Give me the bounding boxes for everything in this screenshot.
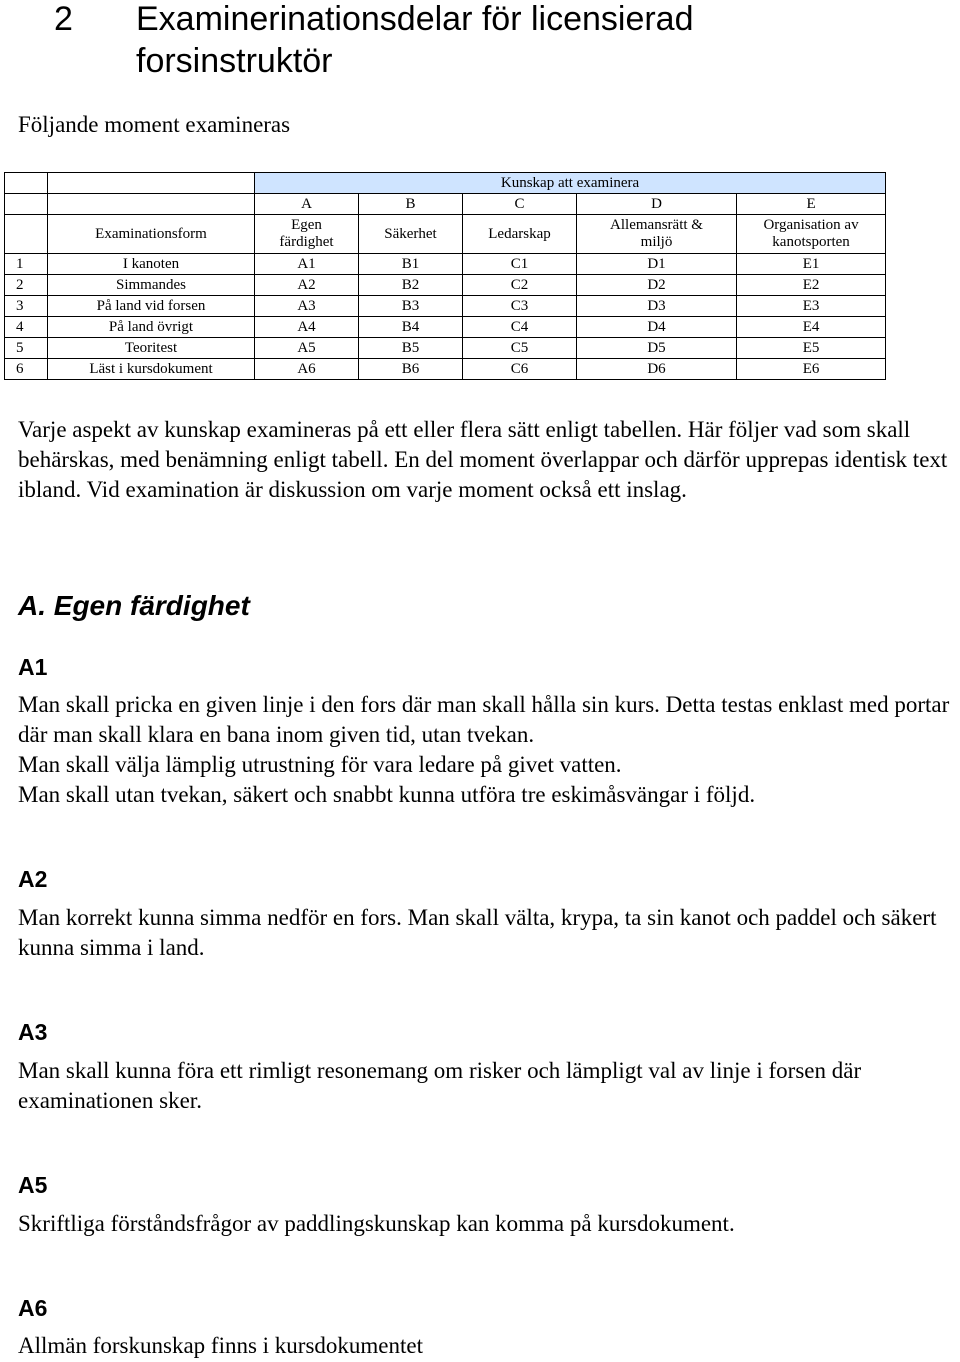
table-cell: B1 <box>359 254 463 275</box>
table-cell: A4 <box>255 317 359 338</box>
item-code: A6 <box>18 1295 48 1321</box>
table-cell: C2 <box>463 275 577 296</box>
row-number: 4 <box>5 317 48 338</box>
row-number: 3 <box>5 296 48 317</box>
explanation-paragraph: Varje aspekt av kunskap examineras på ett eller flera sätt enligt tabellen. Här följer vad som skall behärskas, med benämning enligt tabell. En del moment överlappar och därför upprepas identisk text ibland. Vid examination är diskussion om varje moment också ett inslag. <box>18 417 948 502</box>
item-text: Allmän forskunskap finns i kursdokumentet <box>18 1333 424 1358</box>
table-cell: C1 <box>463 254 577 275</box>
table-row <box>5 296 886 317</box>
category-header: Säkerhet <box>359 215 463 254</box>
table-cell: B4 <box>359 317 463 338</box>
item-code: A2 <box>18 866 48 892</box>
table-cell: C5 <box>463 338 577 359</box>
column-letter: E <box>737 194 886 215</box>
category-header: Ledarskap <box>463 215 577 254</box>
table-cell: C4 <box>463 317 577 338</box>
category-label: Egen färdighet <box>279 217 334 250</box>
table-cell: D1 <box>577 254 737 275</box>
table-cell: D5 <box>577 338 737 359</box>
table-cell: B2 <box>359 275 463 296</box>
table-cell: E2 <box>737 275 886 296</box>
table-cell: E1 <box>737 254 886 275</box>
item-text: Man skall pricka en given linje i den fors där man skall hålla sin kurs. Detta testas enklast med portar där man skall klara en bana inom given tid, utan tvekan. <box>18 692 950 747</box>
table-cell-empty <box>5 215 48 254</box>
row-number: 1 <box>5 254 48 275</box>
table-cell: A3 <box>255 296 359 317</box>
table-letter-row <box>5 194 886 215</box>
item-code: A5 <box>18 1172 48 1198</box>
section-number: 2 <box>54 0 73 38</box>
table-cell: A5 <box>255 338 359 359</box>
column-letter: B <box>359 194 463 215</box>
row-number: 6 <box>5 359 48 380</box>
table-cell: A6 <box>255 359 359 380</box>
column-letter: D <box>577 194 737 215</box>
table-group-header-row <box>5 173 886 194</box>
row-number: 2 <box>5 275 48 296</box>
group-header: Kunskap att examinera <box>255 173 886 194</box>
table-cell-empty <box>48 173 255 194</box>
category-header <box>255 215 359 254</box>
row-form: Teoritest <box>48 338 255 359</box>
table-cell: E5 <box>737 338 886 359</box>
category-label: Allemansrätt & miljö <box>610 217 703 250</box>
column-letter: A <box>255 194 359 215</box>
row-number: 5 <box>5 338 48 359</box>
table-cell-empty <box>48 194 255 215</box>
table-cell: A1 <box>255 254 359 275</box>
category-label: Organisation av kanotsporten <box>763 217 859 250</box>
table-cell: B6 <box>359 359 463 380</box>
table-cell: E4 <box>737 317 886 338</box>
item-text: Man skall välja lämplig utrustning för vara ledare på givet vatten. <box>18 752 622 777</box>
table-row <box>5 359 886 380</box>
row-form: I kanoten <box>48 254 255 275</box>
section-a-title: A. Egen färdighet <box>18 590 250 621</box>
table-cell: D2 <box>577 275 737 296</box>
table-cell: E6 <box>737 359 886 380</box>
item-text: Man korrekt kunna simma nedför en fors. Man skall välta, krypa, ta sin kanot och paddel och säkert kunna simma i land. <box>18 905 937 960</box>
table-cell: C3 <box>463 296 577 317</box>
table-cell: D3 <box>577 296 737 317</box>
row-form: På land övrigt <box>48 317 255 338</box>
table-row <box>5 254 886 275</box>
intro-text: Följande moment examineras <box>18 112 291 137</box>
table-cell: B3 <box>359 296 463 317</box>
row-form: På land vid forsen <box>48 296 255 317</box>
column-letter: C <box>463 194 577 215</box>
table-cell: E3 <box>737 296 886 317</box>
examination-form-label: Examinationsform <box>48 215 255 254</box>
table-row <box>5 275 886 296</box>
table-row <box>5 338 886 359</box>
item-text: Man skall utan tvekan, säkert och snabbt kunna utföra tre eskimåsvängar i följd. <box>18 782 756 807</box>
table-category-row <box>5 215 886 254</box>
item-text: Skriftliga förståndsfrågor av paddlingskunskap kan komma på kursdokument. <box>18 1211 735 1236</box>
item-code: A1 <box>18 654 48 680</box>
table-cell-empty <box>5 173 48 194</box>
category-header <box>737 215 886 254</box>
exam-table <box>4 172 886 380</box>
category-header <box>577 215 737 254</box>
table-cell: D6 <box>577 359 737 380</box>
section-title: Examinerinationsdelar för licensierad forsinstruktör <box>136 0 694 80</box>
table-cell-empty <box>5 194 48 215</box>
row-form: Simmandes <box>48 275 255 296</box>
table-row <box>5 317 886 338</box>
row-form: Läst i kursdokument <box>48 359 255 380</box>
item-code: A3 <box>18 1019 48 1045</box>
table-cell: C6 <box>463 359 577 380</box>
table-cell: D4 <box>577 317 737 338</box>
table-cell: B5 <box>359 338 463 359</box>
item-text: Man skall kunna föra ett rimligt resonemang om risker och lämpligt val av linje i forsen där examinationen sker. <box>18 1058 862 1113</box>
table-cell: A2 <box>255 275 359 296</box>
